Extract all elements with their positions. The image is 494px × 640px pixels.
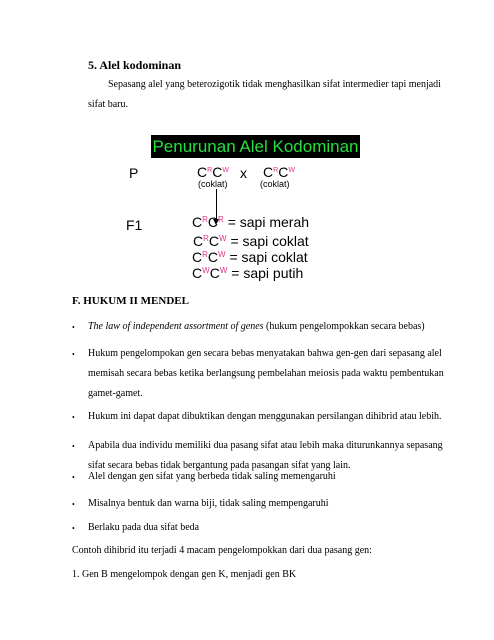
cross-symbol: x: [240, 165, 247, 181]
cross-left-genotype: $C^RC^W$: [197, 164, 229, 180]
figure-banner: Penurunan Alel Kodominan: [152, 137, 359, 156]
contoh-paragraph: Contoh dihibrid itu terjadi 4 macam pengelompokkan dari dua pasang gen:: [72, 545, 372, 556]
section-heading-alel-kodominan: 5. Alel kodominan: [88, 58, 182, 72]
bullet-text: Hukum ini dapat dapat dibuktikan dengan menggunakan persilangan dihibrid atau lebih.: [88, 411, 442, 422]
bullet-icon: •: [72, 323, 75, 332]
paragraph-line-2: sifat baru.: [88, 99, 128, 110]
offspring-row: $C^WC^W$ = sapi putih: [192, 265, 304, 281]
parent-label: P: [129, 165, 139, 181]
cross-right-genotype: $C^RC^W$: [263, 164, 295, 180]
offspring-row: $C^RC^W$ = sapi coklat: [193, 233, 309, 249]
bullet-text: gamet-gamet.: [88, 388, 143, 399]
bullet-text: memisah secara bebas ketika berlangsung pembelahan meiosis pada waktu pembentukan: [88, 368, 444, 379]
bullet-icon: •: [72, 473, 75, 482]
bullet-text: The law of independent assortment of genes (hukum pengelompokkan secara bebas): [88, 321, 425, 332]
offspring-row: $C^RC^R$ = sapi merah: [192, 214, 310, 230]
paragraph-line-1: Sepasang alel yang beterozigotik tidak menghasilkan sifat intermedier tapi menjadi: [108, 79, 441, 90]
bullet-text: Berlaku pada dua sifat beda: [88, 522, 200, 533]
bullet-text: Alel dengan gen sifat yang berbeda tidak saling memengaruhi: [88, 471, 336, 482]
bullet-icon: •: [72, 413, 75, 422]
right-caption: (coklat): [260, 179, 290, 189]
bullet-text: Apabila dua individu memiliki dua pasang sifat atau lebih maka diturunkannya sepasang: [88, 440, 443, 451]
bullet-text: sifat secara bebas tidak bergantung pada pasangan sifat yang lain.: [88, 460, 351, 471]
bullet-icon: •: [72, 500, 75, 509]
f1-label: F1: [126, 217, 143, 233]
bullet-text: Hukum pengelompokan gen secara bebas menyatakan bahwa gen-gen dari sepasang alel: [88, 348, 442, 359]
bullet-text: Misalnya bentuk dan warna biji, tidak saling mempengaruhi: [88, 498, 329, 509]
bullet-icon: •: [72, 350, 75, 359]
bullet-icon: •: [72, 524, 75, 533]
bullet-icon: •: [72, 442, 75, 451]
offspring-row: $C^RC^W$ = sapi coklat: [192, 249, 308, 265]
numbered-item-1: 1. Gen B mengelompok dengan gen K, menjadi gen BK: [72, 569, 297, 580]
section-heading-hukum-ii-mendel: F. HUKUM II MENDEL: [72, 295, 189, 307]
left-caption: (coklat): [198, 179, 228, 189]
